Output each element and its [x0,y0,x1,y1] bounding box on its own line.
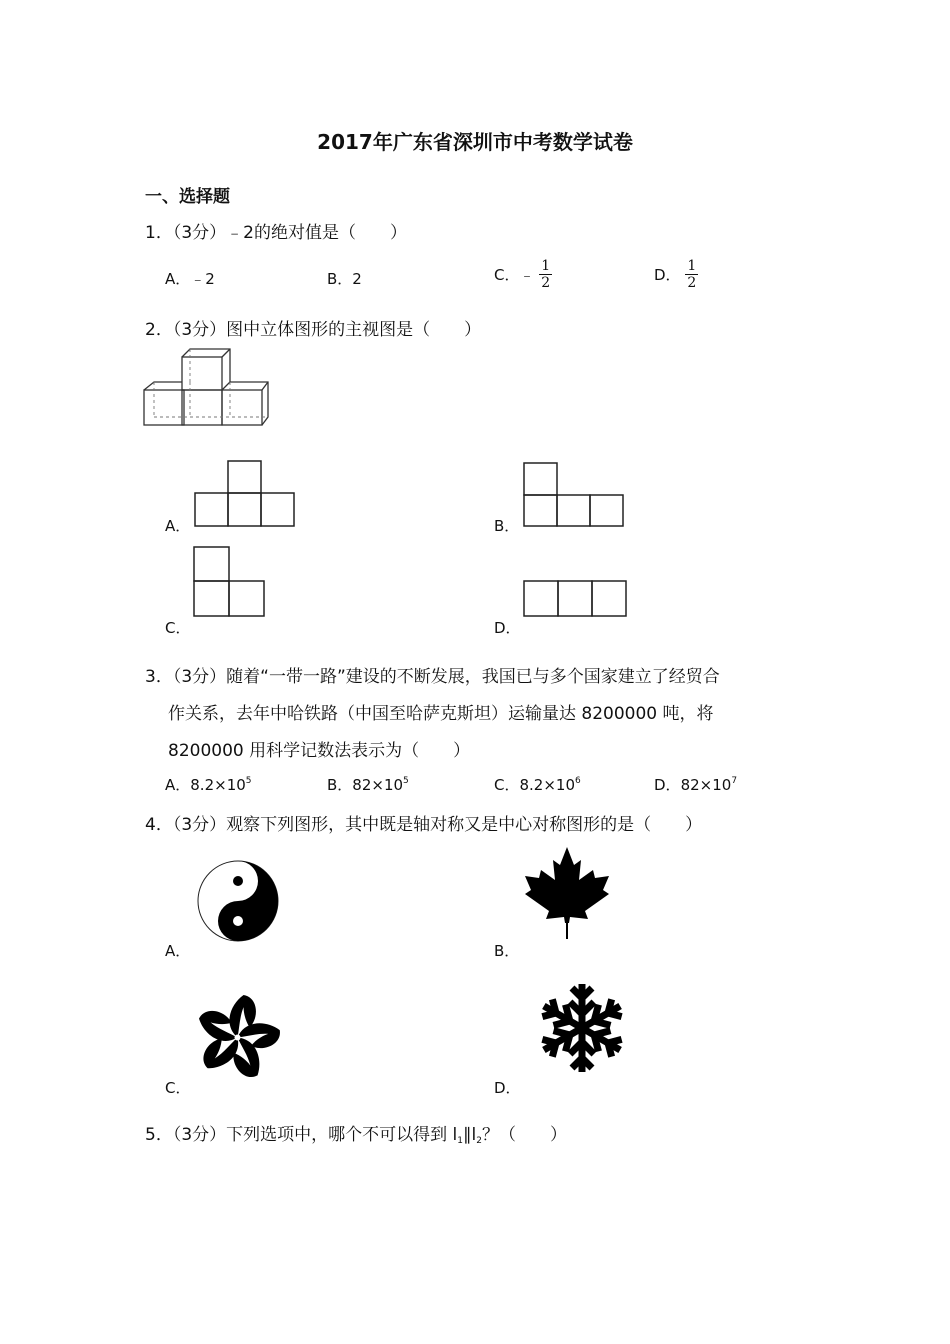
q4-c-label: C． [165,1079,191,1097]
q1-c-numerator: 1 [541,258,551,274]
q3-d-base: 82×10 [680,776,732,794]
q4-a-label: A． [165,942,191,960]
q2-option-a-view [194,460,296,528]
q2-option-b-view [523,462,625,528]
q5-subscript-1: 1 [457,1136,463,1146]
q2-b-label: B． [494,517,520,535]
question-3-line-3: 8200000 用科学记数法表示为（ ） [168,741,471,761]
q1-d-denominator: 2 [687,275,697,291]
maple-leaf-icon [523,845,611,941]
q1-option-d [654,258,698,291]
q1-c-sign: ﹣ [519,266,535,284]
yin-yang-icon [195,858,281,944]
q1-b-label: B． [327,270,353,288]
page-title: 2017年广东省深圳市中考数学试卷 [317,130,633,154]
snowflake-icon [527,978,637,1078]
q3-d-label: D． [654,776,681,794]
q5-parallel: ∥l [463,1125,477,1145]
q3-b-base: 82×10 [352,776,404,794]
q3-c-exponent: 6 [575,776,581,786]
q3-b-label: B． [327,776,353,794]
question-2-stem: 2．（3分）图中立体图形的主视图是（ ） [145,320,482,340]
q3-option-a [165,774,252,795]
q2-c-label: C． [165,619,191,637]
q3-b-exponent: 5 [403,776,409,786]
q1-option-c [494,258,552,291]
q3-option-c [494,774,581,795]
question-5-stem [145,1120,567,1146]
q3-d-exponent: 7 [731,776,738,786]
question-3-line-2: 作关系，去年中哈铁路（中国至哈萨克斯坦）运输量达 8200000 吨，将 [168,704,714,724]
q3-c-label: C． [494,776,520,794]
q2-option-c-view [193,546,267,618]
q2-a-label: A． [165,517,191,535]
q1-option-b [327,268,362,289]
q2-d-label: D． [494,619,521,637]
question-4-stem: 4．（3分）观察下列图形，其中既是轴对称又是中心对称图形的是（ ） [145,815,703,835]
bauhinia-flower-icon [190,990,285,1085]
q1-d-numerator: 1 [687,258,697,274]
q2-option-d-view [523,580,628,618]
solid-figure-diagram [140,345,280,430]
q3-option-b [327,774,409,795]
q3-a-label: A． [165,776,191,794]
question-1-stem: 1．（3分）﹣2的绝对值是（ ） [145,223,407,243]
q5-stem-start: 5．（3分）下列选项中，哪个不可以得到 l [145,1125,458,1145]
q3-option-d [654,774,737,795]
q4-d-label: D． [494,1079,521,1097]
q1-b-text: 2 [352,270,362,288]
q1-c-label: C． [494,266,520,284]
q1-a-label: A． [165,270,191,288]
q1-c-fraction [539,258,552,291]
q3-c-base: 8.2×10 [519,776,575,794]
q1-c-denominator: 2 [541,275,551,291]
q1-a-text: ﹣2 [190,270,215,288]
q1-option-a [165,268,215,289]
q1-d-fraction [685,258,698,291]
q3-a-base: 8.2×10 [190,776,246,794]
section-heading: 一、选择题 [145,187,230,207]
q5-stem-end: ？（ ） [481,1125,567,1145]
question-3-line-1: 3．（3分）随着“一带一路”建设的不断发展，我国已与多个国家建立了经贸合 [145,667,720,687]
q5-subscript-2: 2 [476,1136,482,1146]
q3-a-exponent: 5 [245,776,252,786]
q4-b-label: B． [494,942,520,960]
q1-d-label: D． [654,266,681,284]
